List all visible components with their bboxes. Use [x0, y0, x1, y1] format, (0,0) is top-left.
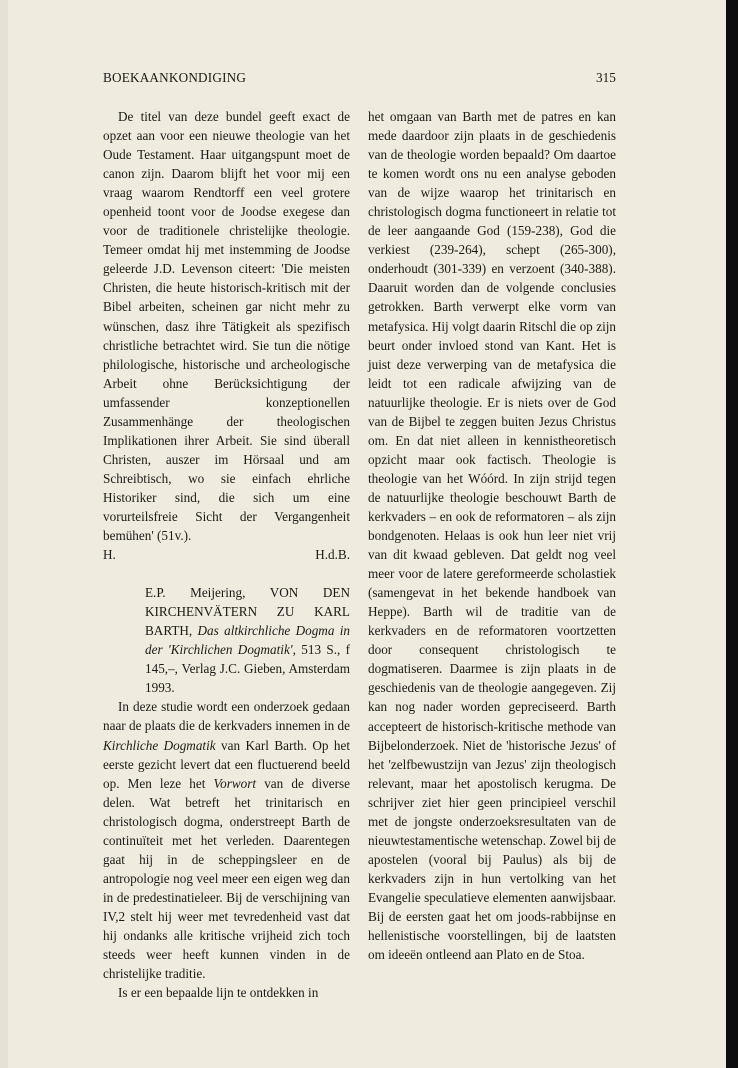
review-signature [103, 545, 350, 564]
text-segment: van Karl Barth. Op het eerste gezicht levert dat een fluctuerend beeld op. Men leze het [103, 737, 351, 791]
signature-right: H.d.B. [315, 547, 350, 563]
bibliographic-entry [103, 583, 350, 697]
running-header-title: BOEKAANKONDIGING [103, 70, 247, 85]
signature-left: H. [103, 547, 116, 563]
page-number: 315 [596, 70, 616, 85]
review-paragraph-2-start: Is er een bepaalde lijn te ontdekken in [118, 985, 319, 1001]
italic-term: Vorwort [213, 775, 257, 791]
review-body-paragraph: De titel van deze bundel geeft exact de opzet aan voor een nieuwe theologie van het Oude Testament. Haar uitgangspunt moet de canon zijn. Daarom blijft het voor mij een vraag waarom Rendtorff een veel grotere openheid toont voor de Joodse exegese dan voor de traditionele christelijke theologie. Temeer omdat hij met instemming de Joodse geleerde J.D. Levenson citeert: 'Die meisten Christen, die heute historisch-kritisch mit der Bibel arbeiten, scheinen gar nicht mehr zu wünschen, dasz ihre Tätigkeit als spezifisch christliche betrachtet wird. Sie tun die nötige philologische, historische und archeologische Arbeit ohne Berücksichtigung der umfassender konzeptionellen Zusammenhänge der theologischen Implikationen ihrer Arbeit. Sie sind überall Christen, auszer im Hörsaal und am Schreibtisch, wo sie einfach ehrliche Historiker sind, die sich um eine vorurteilsfreie Sicht der Vergangenheit bemühen' (51v.). [103, 109, 350, 544]
biblio-subtitle: Das altkirchliche Dogma in der 'Kirchlichen Dogmatik', [145, 623, 350, 658]
review-continuation-paragraph: het omgaan van Barth met de patres en kan mede daardoor zijn plaats in de geschiedenis van de theologie worden bepaald? Om daartoe te komen wordt ons nu een analyse geboden van de wijze waarop het trinitarisch en christologisch dogma functioneert in relatie tot de leer aangaande God (159-238), God die verkiest (239-264), schept (265-300), onderhoudt (301-339) en verzoent (340-388). Daaruit worden dan de volgende conclusies getrokken. Barth verwerpt elke vorm van metafysica. Hij volgt daarin Ritschl die op zijn beurt onder invloed stond van Kant. Het is juist deze verwerping van de metafysica die leidt tot een radicale afwijzing van de natuurlijke theologie. Er is niets over de God van de Bijbel te zeggen buiten Jezus Christus om. En dat niet alleen in kennistheoretisch opzicht maar ook factisch. Theologie is theologie van het Wóórd. In zijn strijd tegen de natuurlijke theologie beschouwt Barth de kerkvaders – en ook de reformatoren – als zijn bondgenoten. Helaas is ook hun leer niet vrij van dit kwaad gebleven. Dat geldt nog veel meer voor de latere gereformeerde scholastiek (samengevat in het bekende handboek van Heppe). Barth wil de traditie van de kerkvaders en de reformatoren voortzetten door consequent christologisch te dogmatiseren. Daarmee is zijn plaats in de geschiedenis van de theologie aangegeven. Zij kan nog nader worden gepreciseerd. Barth accepteert de historisch-kritische methode van Bijbelonderzoek. Niet de 'historische Jezus' of het 'zelfbewustzijn van Jezus' zijn theologisch relevant, maar het apostolisch kerugma. De schrijver ziet hier geen principieel verschil met de jongste onderzoeksresultaten van de nieuwtestamentische wetenschap. Zowel bij de apostelen (vooral bij Paulus) als bij de kerkvaders zijn in hun vertolking van het Evangelie speculatieve elementen aanwijsbaar. Bij de eersten gaat het om joods-rabbijnse en hellenistische voorstellingen, bij de laatsten om ideeën ontleend aan Plato en de Stoa. [368, 109, 616, 963]
biblio-author-title: E.P. Meijering, VON DEN KIRCHENVÄTERN ZU KARL BARTH, [145, 585, 350, 639]
scan-right-edge [726, 0, 738, 1068]
right-column [368, 107, 616, 964]
left-column [103, 107, 350, 1002]
biblio-details: 513 S., f 145,–, Verlag J.C. Gieben, Amsterdam 1993. [145, 642, 350, 696]
review-paragraph [103, 697, 350, 983]
text-segment: In deze studie wordt een onderzoek gedaan naar de plaats die de kerkvaders innemen in de [103, 699, 350, 734]
text-segment: van de diverse delen. Wat betreft het trinitarisch en christologisch dogma, onderstreept Barth de continuïteit met het verleden. Daarentegen gaat hij in de scheppingsleer en de antropologie nog veel meer een eigen weg dan in de predestinatieleer. Bij de verschijning van IV,2 stelt hij weer met tevredenheid vast dat hij ondanks alle kritische vrijheid zich toch steeds weer heeft kunnen vinden in de christelijke traditie. [103, 775, 351, 982]
italic-title: Kirchliche Dogmatik [103, 737, 216, 753]
scan-left-edge [0, 0, 8, 1068]
